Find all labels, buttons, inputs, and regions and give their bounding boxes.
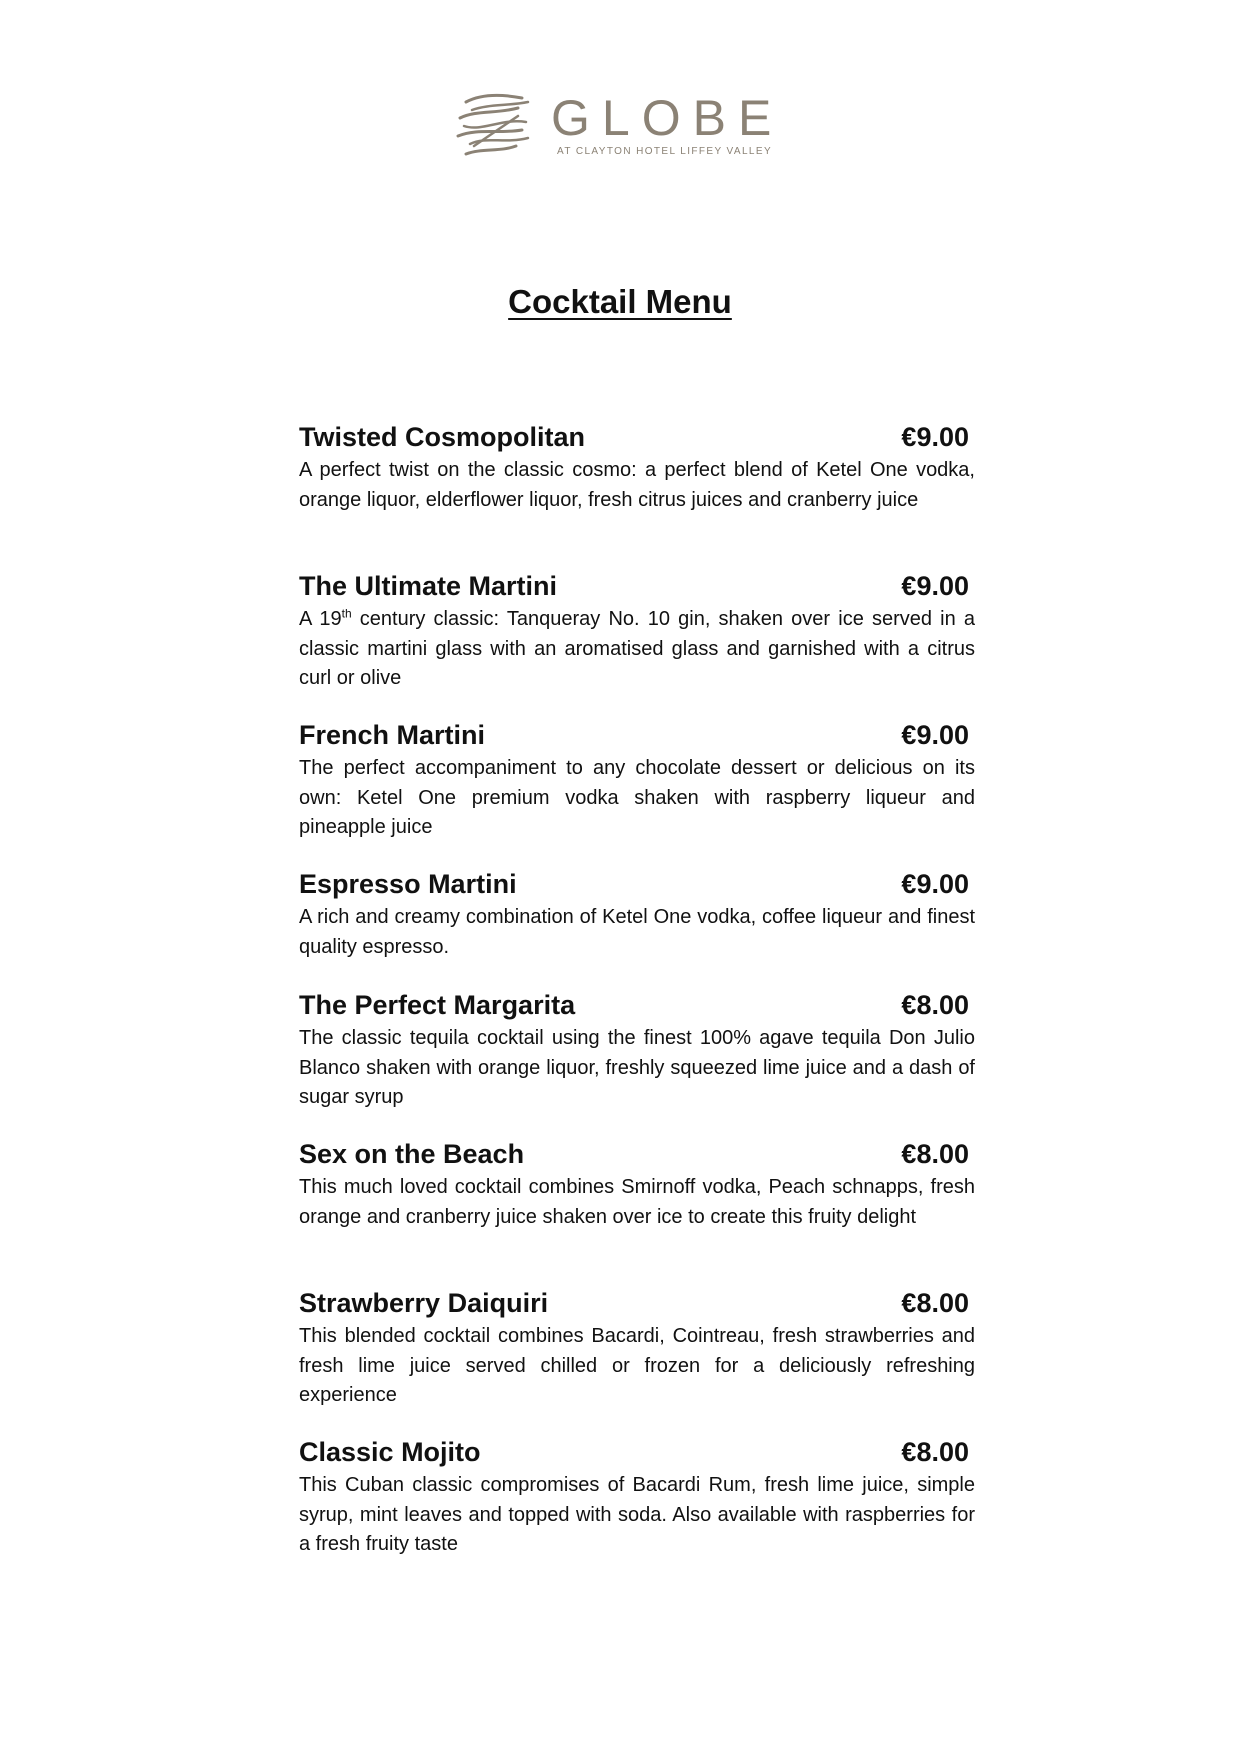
item-header	[299, 1137, 975, 1173]
item-name: French Martini	[299, 720, 486, 750]
item-header	[299, 420, 975, 456]
item-description: A perfect twist on the classic cosmo: a perfect blend of Ketel One vodka, orange liquor, elderflower liquor, fresh citrus juices and cranberry juice	[299, 459, 975, 511]
item-description: This blended cocktail combines Bacardi, Cointreau, fresh strawberries and fresh lime juice served chilled or frozen for a deliciously refreshing experience	[299, 1325, 975, 1406]
item-header	[299, 1435, 975, 1471]
item-header	[299, 718, 975, 754]
item-description	[299, 605, 975, 694]
menu-item-sex-on-the-beach	[299, 1137, 975, 1286]
logo-tagline: AT CLAYTON HOTEL LIFFEY VALLEY	[557, 146, 773, 157]
ordinal-superscript: th	[341, 606, 352, 621]
item-name: Classic Mojito	[299, 1437, 481, 1467]
item-description: This much loved cocktail combines Smirnoff vodka, Peach schnapps, fresh orange and cranberry juice shaken over ice to create this fruity delight	[299, 1176, 975, 1228]
item-description: This Cuban classic compromises of Bacardi Rum, fresh lime juice, simple syrup, mint leaves and topped with soda. Also available with raspberries for a fresh fruity taste	[299, 1474, 975, 1555]
item-description: The perfect accompaniment to any chocolate dessert or delicious on its own: Ketel One premium vodka shaken with raspberry liqueur and pineapple juice	[299, 757, 975, 838]
item-header	[299, 569, 975, 605]
item-name: The Ultimate Martini	[299, 571, 558, 601]
item-price: €8.00	[901, 1437, 969, 1467]
item-header	[299, 988, 975, 1024]
item-name: Strawberry Daiquiri	[299, 1288, 549, 1318]
item-header	[299, 867, 975, 903]
menu-item-twisted-cosmopolitan	[299, 420, 975, 569]
menu-item-espresso-martini	[299, 867, 975, 988]
item-name: Sex on the Beach	[299, 1139, 525, 1169]
item-price: €9.00	[901, 571, 969, 601]
menu-item-classic-mojito	[299, 1435, 975, 1584]
page-title: Cocktail Menu	[508, 283, 732, 320]
item-price: €9.00	[901, 720, 969, 750]
item-price: €9.00	[901, 869, 969, 899]
menu-item-the-perfect-margarita	[299, 988, 975, 1137]
cocktail-list	[299, 420, 975, 1584]
item-name: Espresso Martini	[299, 869, 517, 899]
item-description: The classic tequila cocktail using the finest 100% agave tequila Don Julio Blanco shaken with orange liquor, freshly squeezed lime juice and a dash of sugar syrup	[299, 1027, 975, 1108]
menu-item-the-ultimate-martini	[299, 569, 975, 718]
item-price: €8.00	[901, 990, 969, 1020]
item-header	[299, 1286, 975, 1322]
description-text: A 19	[299, 608, 342, 630]
item-name: The Perfect Margarita	[299, 990, 576, 1020]
item-price: €8.00	[901, 1288, 969, 1318]
menu-item-french-martini	[299, 718, 975, 867]
item-name: Twisted Cosmopolitan	[299, 422, 586, 452]
item-price: €8.00	[901, 1139, 969, 1169]
item-price: €9.00	[901, 422, 969, 452]
menu-item-strawberry-daiquiri	[299, 1286, 975, 1435]
globe-logo	[456, 88, 796, 168]
logo-wordmark: GLOBE	[551, 90, 784, 146]
globe-swirl-icon	[456, 88, 536, 168]
item-description: A rich and creamy combination of Ketel One vodka, coffee liqueur and finest quality espresso.	[299, 906, 975, 958]
description-text: century classic: Tanqueray No. 10 gin, shaken over ice served in a classic martini glass with an aromatised glass and garnished with a citrus curl or olive	[299, 608, 975, 689]
